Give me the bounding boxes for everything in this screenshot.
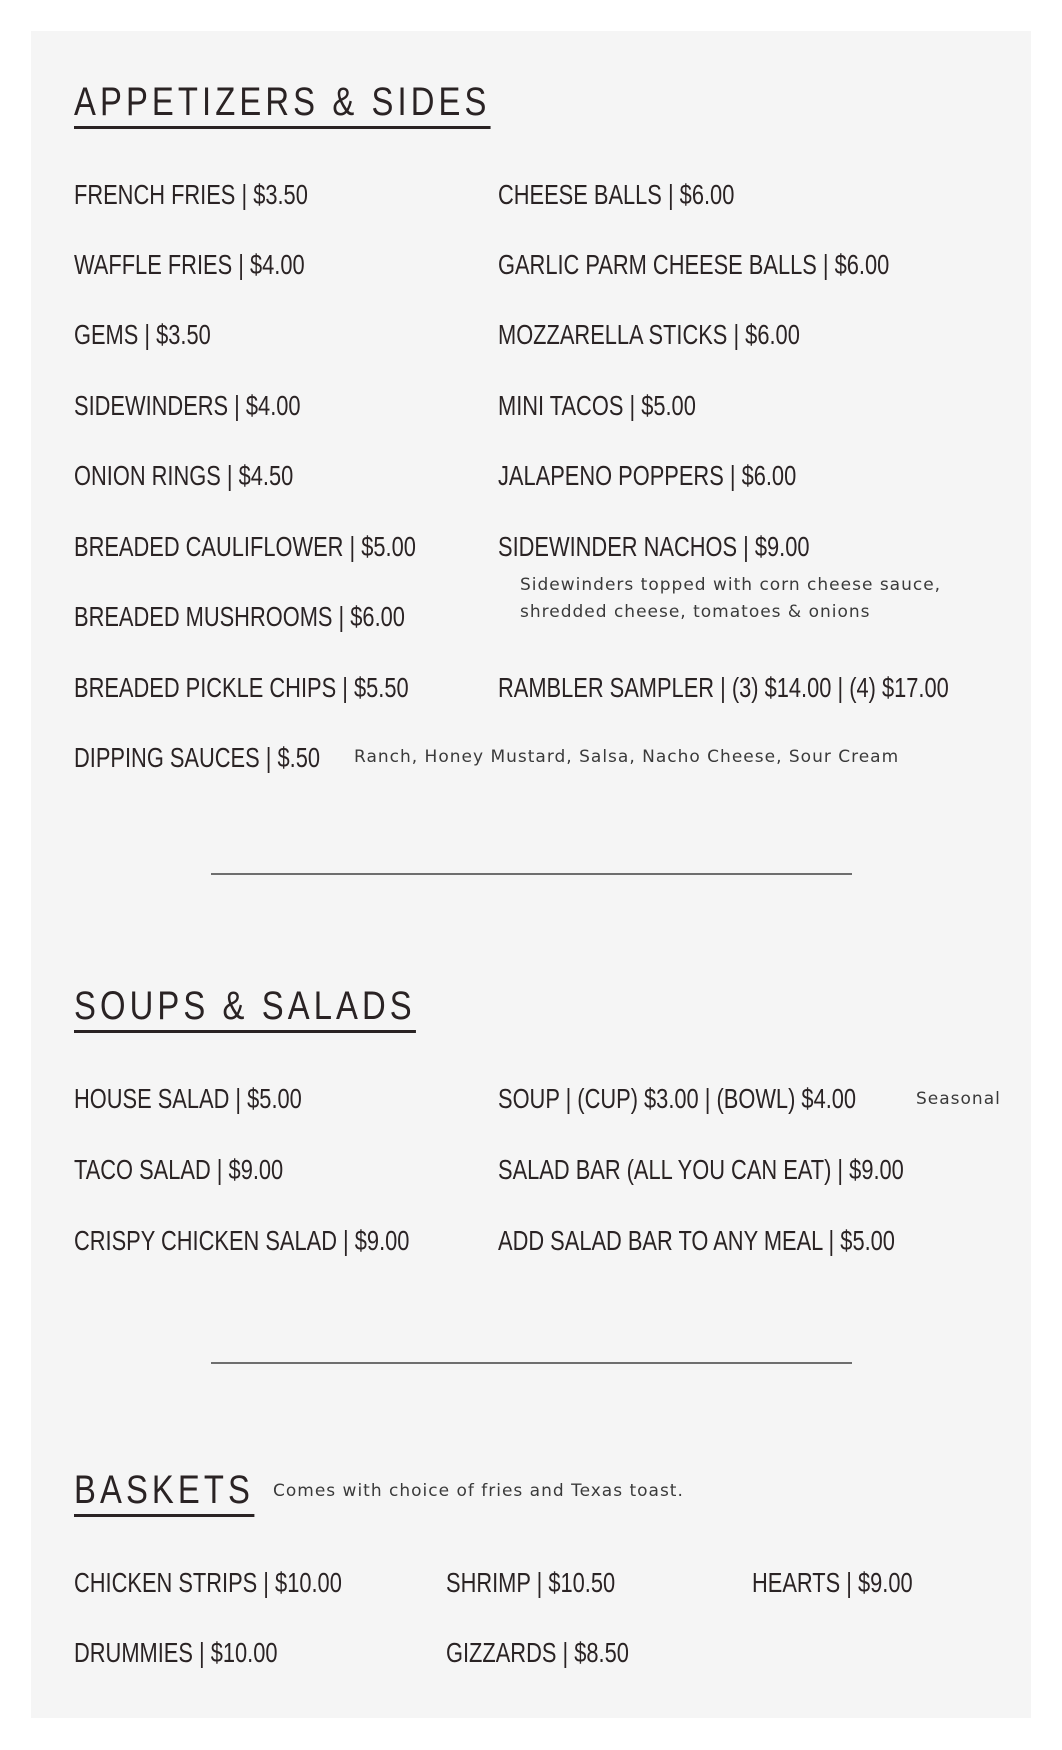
section-title-baskets: BASKETS: [74, 1466, 254, 1517]
menu-item-gems: GEMS | $3.50: [74, 319, 211, 350]
menu-item-soup: SOUP | (CUP) $3.00 | (BOWL) $4.00: [498, 1083, 857, 1114]
menu-item-chicken-strips: CHICKEN STRIPS | $10.00: [74, 1567, 342, 1598]
menu-item-add-salad-bar: ADD SALAD BAR TO ANY MEAL | $5.00: [498, 1225, 895, 1256]
menu-item-garlic-parm-cheese-balls: GARLIC PARM CHEESE BALLS | $6.00: [498, 249, 890, 280]
menu-item-crispy-chicken-salad: CRISPY CHICKEN SALAD | $9.00: [74, 1225, 410, 1256]
menu-item-sidewinder-nachos: SIDEWINDER NACHOS | $9.00: [498, 531, 810, 562]
menu-item-hearts: HEARTS | $9.00: [752, 1567, 913, 1598]
menu-item-french-fries: FRENCH FRIES | $3.50: [74, 179, 308, 210]
menu-item-breaded-pickle-chips: BREADED PICKLE CHIPS | $5.50: [74, 672, 409, 703]
menu-item-breaded-cauliflower: BREADED CAULIFLOWER | $5.00: [74, 531, 416, 562]
menu-item-onion-rings: ONION RINGS | $4.50: [74, 460, 294, 491]
menu-item-cheese-balls: CHEESE BALLS | $6.00: [498, 179, 735, 210]
section-title-appetizers: APPETIZERS & SIDES: [74, 78, 490, 129]
menu-item-jalapeno-poppers: JALAPENO POPPERS | $6.00: [498, 460, 797, 491]
nachos-description-line-2: shredded cheese, tomatoes & onions: [520, 602, 871, 622]
menu-item-house-salad: HOUSE SALAD | $5.00: [74, 1083, 302, 1114]
dipping-sauces-options: Ranch, Honey Mustard, Salsa, Nacho Cheese, Sour Cream: [354, 747, 900, 767]
menu-item-drummies: DRUMMIES | $10.00: [74, 1637, 278, 1668]
menu-item-gizzards: GIZZARDS | $8.50: [446, 1637, 629, 1668]
baskets-subtitle: Comes with choice of fries and Texas toast.: [273, 1481, 684, 1501]
menu-item-shrimp: SHRIMP | $10.50: [446, 1567, 616, 1598]
menu-item-waffle-fries: WAFFLE FRIES | $4.00: [74, 249, 305, 280]
section-divider: [211, 1362, 852, 1364]
soup-seasonal-note: Seasonal: [916, 1089, 1001, 1109]
menu-item-dipping-sauces: DIPPING SAUCES | $.50: [74, 742, 321, 773]
menu-item-rambler-sampler: RAMBLER SAMPLER | (3) $14.00 | (4) $17.00: [498, 672, 949, 703]
menu-item-taco-salad: TACO SALAD | $9.00: [74, 1154, 284, 1185]
menu-item-mozzarella-sticks: MOZZARELLA STICKS | $6.00: [498, 319, 800, 350]
nachos-description-line-1: Sidewinders topped with corn cheese sauce,: [520, 575, 942, 595]
menu-item-breaded-mushrooms: BREADED MUSHROOMS | $6.00: [74, 601, 405, 632]
menu-item-salad-bar: SALAD BAR (ALL YOU CAN EAT) | $9.00: [498, 1154, 904, 1185]
menu-item-mini-tacos: MINI TACOS | $5.00: [498, 390, 696, 421]
section-title-soups-salads: SOUPS & SALADS: [74, 982, 416, 1033]
menu-item-sidewinders: SIDEWINDERS | $4.00: [74, 390, 301, 421]
section-divider: [211, 873, 852, 875]
